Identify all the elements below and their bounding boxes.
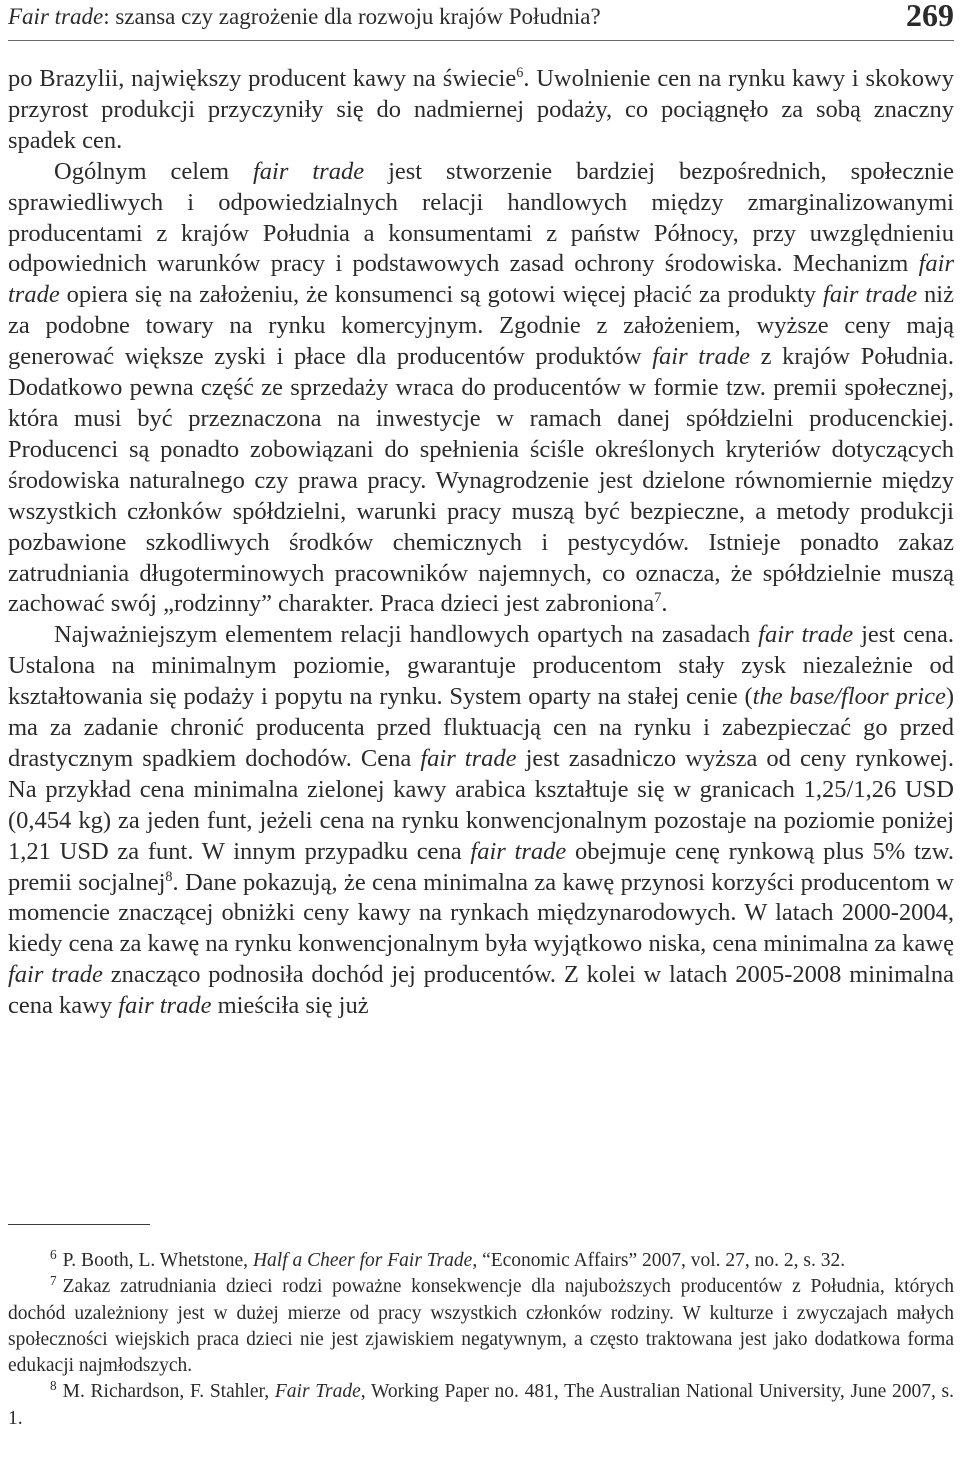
paragraph-text: . bbox=[661, 590, 668, 618]
italic-term: fair trade bbox=[420, 744, 517, 772]
paragraph-3 bbox=[8, 620, 954, 1022]
paragraph-text: niż za podobne towary na rynku komercyjnym. Zgodnie z założeniem, wyższe ceny mają generować większe zyski i płace dla producentów produktów bbox=[8, 281, 954, 371]
italic-term: fair trade bbox=[823, 281, 918, 309]
footnote-text: P. Booth, L. Whetstone, bbox=[62, 1250, 253, 1271]
footnotes bbox=[8, 1248, 954, 1432]
running-head-title-italic: Fair trade bbox=[8, 4, 104, 29]
paragraph-text: opiera się na założeniu, że konsumenci są gotowi więcej płacić za produkty bbox=[59, 281, 824, 309]
paragraph-text: obejmuje cenę rynkową plus 5% tzw. premii socjalnej bbox=[8, 837, 954, 896]
paragraph-text: Najważniejszym elementem relacji handlowych opartych na zasadach bbox=[54, 621, 759, 649]
paragraph-text: po Brazylii, największy producent kawy na świecie bbox=[8, 65, 517, 92]
paragraph-text: znacząco podnosiła dochód jej producentów. Z kolei w latach 2005-2008 minimalna cena kawy bbox=[8, 961, 954, 1020]
running-head-title bbox=[8, 2, 601, 32]
paragraph-text: Ogólnym celem bbox=[54, 157, 253, 185]
running-head-title-rest: : szansa czy zagrożenie dla rozwoju krajów Południa? bbox=[103, 4, 601, 29]
paragraph-text: ) ma za zadanie chronić producenta przed fluktuacją cen na rynku i zabezpieczać go przed drastycznym spadkiem dochodów. Cena bbox=[8, 683, 954, 772]
document-page bbox=[8, 0, 955, 1429]
italic-term: fair trade bbox=[8, 961, 103, 989]
paragraph-text: z krajów Południa. Dodatkowo pewna część ze sprzedaży wraca do producentów w formie tzw. premii społecznej, która musi być przeznaczona na inwestycje w ramach danej spółdzielni producenckiej. Producenci są ponadto zobowiązani do spełnienia ściśle określonych kryteriów dotyczących środowiska naturalnego czy prawa pracy. Wynagrodzenie jest dzielone równomiernie między wszystkich członków spółdzielni, warunki pracy muszą być bezpieczne, a metody produkcji pozbawione szkodliwych środków chemicznych i pestycydów. Istnieje ponadto zakaz zatrudniania długoterminowych pracowników najemnych, co oznacza, że spółdzielnie muszą zachować swój „rodzinny” charakter. Praca dzieci jest zabroniona bbox=[8, 343, 954, 618]
italic-term: fair trade bbox=[118, 992, 212, 1020]
footnote-text: , Working Paper no. 481, The Australian National University, June 2007, s. 1. bbox=[8, 1381, 954, 1429]
footnote-italic: Fair Trade bbox=[274, 1381, 361, 1403]
italic-term: fair trade bbox=[652, 343, 750, 371]
italic-term: fair trade bbox=[470, 837, 567, 865]
footnote-ref-8: 8 bbox=[165, 868, 173, 885]
footnote-7 bbox=[8, 1274, 954, 1379]
footnote-ref-6: 6 bbox=[516, 65, 524, 82]
paragraph-text: jest cena. Ustalona na minimalnym poziomie, gwarantuje producentom stały zysk niezależnie od kształtowania się podaży i popytu na rynku. System oparty na stałej cenie ( bbox=[8, 621, 954, 711]
paragraph-text: jest stworzenie bardziej bezpośrednich, społecznie sprawiedliwych i odpowiedzialnych relacji handlowych między zmarginalizowanymi producentami z krajów Południa a konsumentami z państw Północy, przy uwzględnieniu odpowiednich warunków pracy i podstawowych zasad ochrony środowiska. Mechanizm bbox=[8, 157, 955, 278]
footnote-mark: 8 bbox=[50, 1378, 57, 1394]
footnote-mark: 6 bbox=[50, 1246, 57, 1262]
italic-term: fair trade bbox=[253, 157, 365, 185]
paragraph-text: jest zasadniczo wyższa od ceny rynkowej. Na przykład cena minimalna zielonej kawy arabica kształtuje się w granicach 1,25/1,26 USD (0,454 kg) za jeden funt, jeżeli cena na rynku konwencjonalnym pozostaje na poziomie poniżej 1,21 USD za funt. W innym przypadku cena bbox=[8, 744, 954, 865]
paragraph-text: . Uwolnienie cen na rynku kawy i skokowy przyrost produkcji przyczyniły się do nadmiernej podaży, co pociągnęło za sobą znaczny spadek cen. bbox=[8, 65, 954, 154]
footnote-ref-7: 7 bbox=[654, 590, 662, 607]
footnote-mark: 7 bbox=[50, 1273, 57, 1289]
footnote-text: , “Economic Affairs” 2007, vol. 27, no. 2, s. 32. bbox=[472, 1250, 846, 1271]
italic-term: the base/floor price bbox=[752, 683, 946, 711]
footnote-8 bbox=[8, 1379, 954, 1432]
paragraph-2 bbox=[8, 157, 954, 621]
body-text bbox=[8, 64, 954, 1022]
footnote-text: Zakaz zatrudniania dzieci rodzi poważne konsekwencje dla najuboższych producentów z Południa, których dochód uzależniony jest w dużej mierze od pracy wszystkich członków rodziny. W kulturze i zwyczajach małych społeczności wiejskich praca dzieci nie jest zjawiskiem negatywnym, a często traktowana jest jako dodatkowa forma edukacji najmłodszych. bbox=[8, 1276, 954, 1377]
footnote-italic: Half a Cheer for Fair Trade bbox=[252, 1250, 473, 1271]
italic-term: fair trade bbox=[8, 250, 954, 309]
page-number: 269 bbox=[906, 0, 954, 33]
footnote-separator bbox=[8, 1224, 150, 1225]
paragraph-text: mieściła się już bbox=[211, 992, 369, 1020]
footnote-6 bbox=[8, 1248, 954, 1274]
header-rule bbox=[8, 40, 954, 41]
italic-term: fair trade bbox=[758, 621, 854, 649]
footnote-text: M. Richardson, F. Stahler, bbox=[62, 1381, 275, 1403]
paragraph-1 bbox=[8, 64, 954, 157]
paragraph-text: . Dane pokazują, że cena minimalna za kawę przynosi korzyści producentom w momencie znaczącej obniżki ceny kawy na rynkach międzynarodowych. W latach 2000-2004, kiedy cena za kawę na rynku konwencjonalnym była wyjątkowo niska, cena minimalna za kawę bbox=[8, 868, 954, 958]
running-head bbox=[8, 0, 954, 42]
